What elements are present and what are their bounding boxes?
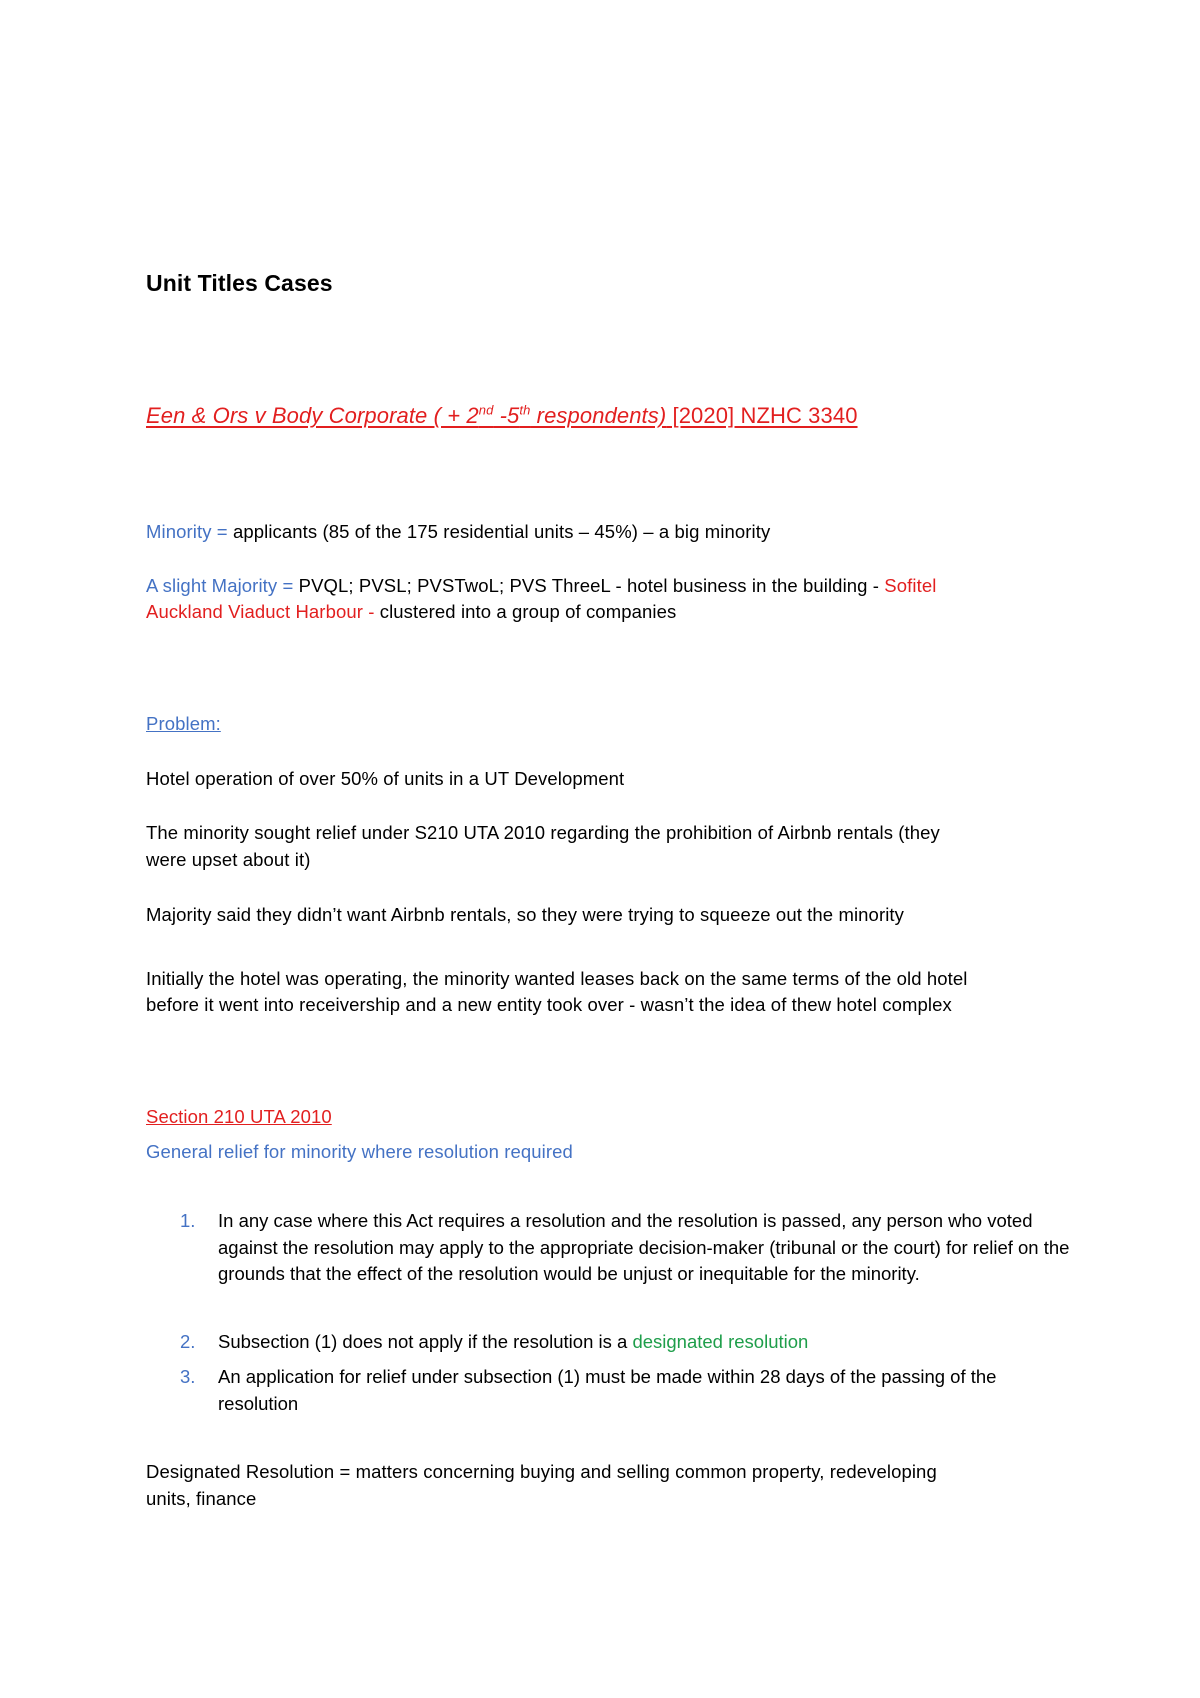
list-text: Subsection (1) does not apply if the resolution is a bbox=[218, 1331, 633, 1352]
minority-label: Minority = bbox=[146, 521, 233, 542]
majority-label: A slight Majority = bbox=[146, 575, 299, 596]
list-item bbox=[180, 1208, 1080, 1318]
section-heading: Section 210 UTA 2010 bbox=[146, 1106, 332, 1127]
case-citation bbox=[146, 403, 858, 429]
minority-text: applicants (85 of the 175 residential units – 45%) – a big minority bbox=[232, 521, 771, 542]
list-text-wrapper bbox=[218, 1329, 1078, 1356]
minority-line bbox=[146, 519, 770, 545]
majority-text: PVQL; PVSL; PVSTwoL; PVS ThreeL - hotel business in the building - bbox=[298, 575, 885, 596]
case-sup-nd: nd bbox=[478, 402, 494, 418]
designated-resolution-highlight: designated resolution bbox=[632, 1331, 809, 1352]
majority-text-end: clustered into a group of companies bbox=[379, 601, 677, 622]
list-text: In any case where this Act requires a resolution and the resolution is passed, any person who voted against the resolution may apply to the appropriate decision-maker (tribunal or the court) for relief on the grounds that the effect of the resolution would be unjust or inequitable for the minority. bbox=[218, 1210, 1070, 1284]
page-title: Unit Titles Cases bbox=[146, 270, 333, 296]
designated-line-2: units, finance bbox=[146, 1488, 257, 1509]
problem-line-2a: The minority sought relief under S210 UTA 2010 regarding the prohibition of Airbnb rentals (they bbox=[146, 822, 940, 843]
list-number: 1. bbox=[180, 1210, 196, 1231]
designated-line-1: Designated Resolution = matters concerning buying and selling common property, redeveloping bbox=[146, 1461, 937, 1482]
problem-line-2b: were upset about it) bbox=[146, 849, 311, 870]
list-number: 2. bbox=[180, 1331, 196, 1352]
hotel-name-part2: Auckland Viaduct Harbour - bbox=[146, 601, 380, 622]
majority-line-1 bbox=[146, 573, 936, 599]
case-report-citation: [2020] NZHC 3340 bbox=[666, 403, 858, 428]
problem-line-4a: Initially the hotel was operating, the minority wanted leases back on the same terms of the old hotel bbox=[146, 968, 968, 989]
list-text: An application for relief under subsection (1) must be made within 28 days of the passing of the resolution bbox=[218, 1366, 997, 1414]
list-item bbox=[180, 1364, 1080, 1418]
case-sup-th: th bbox=[519, 402, 531, 418]
majority-line-2 bbox=[146, 599, 676, 625]
problem-line-3: Majority said they didn’t want Airbnb rentals, so they were trying to squeeze out the minority bbox=[146, 904, 904, 925]
list-number: 3. bbox=[180, 1366, 196, 1387]
problem-heading: Problem: bbox=[146, 713, 221, 734]
problem-line-1: Hotel operation of over 50% of units in a UT Development bbox=[146, 768, 625, 789]
case-name-part3: respondents) bbox=[530, 403, 667, 428]
list-item bbox=[180, 1329, 1080, 1356]
case-name-part1: Een & Ors v Body Corporate ( + 2 bbox=[146, 403, 479, 428]
case-name-part2: -5 bbox=[493, 403, 520, 428]
section-subheading: General relief for minority where resolution required bbox=[146, 1141, 573, 1162]
problem-line-4b: before it went into receivership and a new entity took over - wasn’t the idea of thew hotel complex bbox=[146, 994, 952, 1015]
hotel-name-part1: Sofitel bbox=[884, 575, 937, 596]
